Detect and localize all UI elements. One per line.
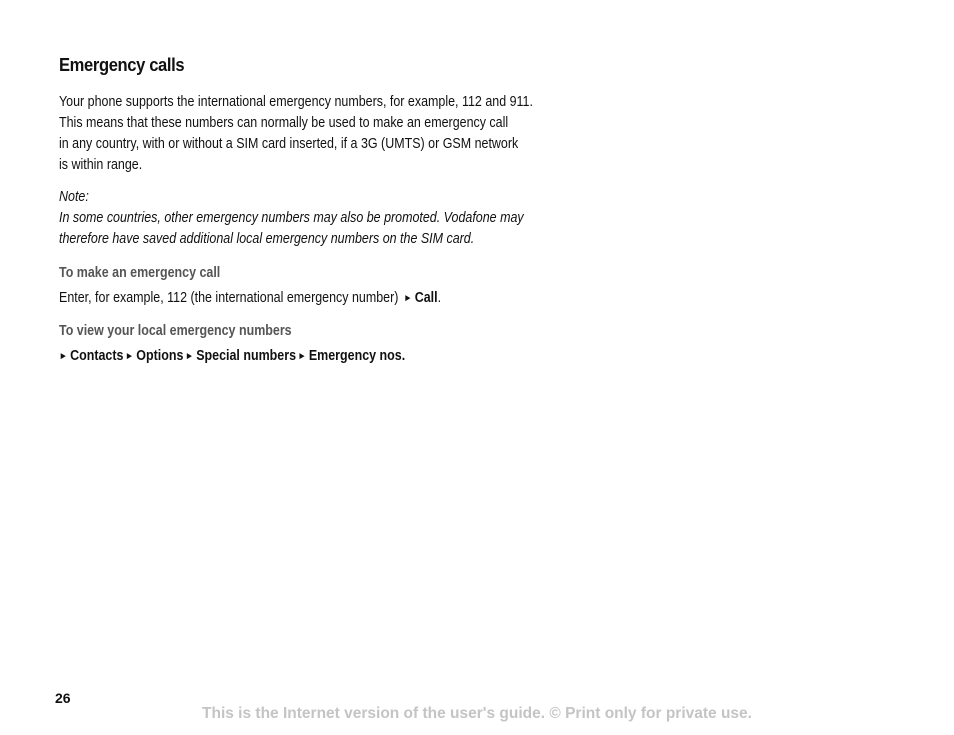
make-call-heading-text: To make an emergency call (59, 265, 221, 281)
note-line: therefore have saved additional local emergency numbers on the SIM card. (59, 231, 475, 247)
view-numbers-heading-text: To view your local emergency numbers (59, 323, 292, 339)
menu-path-line (59, 346, 541, 367)
intro-line: This means that these numbers can normally be used to make an emergency call (59, 115, 509, 131)
menu-path-contacts: Contacts (70, 348, 124, 364)
arrow-right-icon: ► (297, 351, 307, 362)
arrow-right-icon: ► (125, 351, 134, 362)
instruction-prefix: Enter, for example, 112 (the international emergency number) (59, 290, 399, 306)
section-title: Emergency calls (59, 55, 185, 75)
menu-path-options: Options (136, 348, 184, 364)
arrow-right-icon: ► (403, 293, 413, 304)
page-content (59, 52, 619, 367)
instruction-suffix: . (437, 290, 442, 306)
view-numbers-heading (59, 321, 619, 342)
make-call-heading (59, 263, 619, 284)
menu-path-special-numbers: Special numbers (196, 348, 297, 364)
page-number: 26 (55, 690, 71, 706)
arrow-right-icon: ► (185, 351, 194, 362)
menu-path-emergency-nos: Emergency nos. (308, 348, 406, 364)
make-call-instruction (59, 288, 619, 309)
intro-line: is within range. (59, 157, 143, 173)
arrow-right-icon: ► (59, 351, 68, 362)
note-line: In some countries, other emergency numbers may also be promoted. Vodafone may (59, 210, 524, 226)
make-call-instruction-line (59, 288, 541, 309)
intro-line: in any country, with or without a SIM card inserted, if a 3G (UMTS) or GSM network (59, 136, 519, 152)
menu-path (59, 346, 619, 367)
call-action-label: Call (414, 290, 438, 306)
intro-paragraph (59, 92, 619, 176)
intro-line: Your phone supports the international emergency numbers, for example, 112 and 911. (59, 94, 533, 110)
footer-notice: This is the Internet version of the user's guide. © Print only for private use. (202, 705, 752, 722)
note-label: Note: (59, 189, 89, 205)
note-block (59, 187, 619, 250)
